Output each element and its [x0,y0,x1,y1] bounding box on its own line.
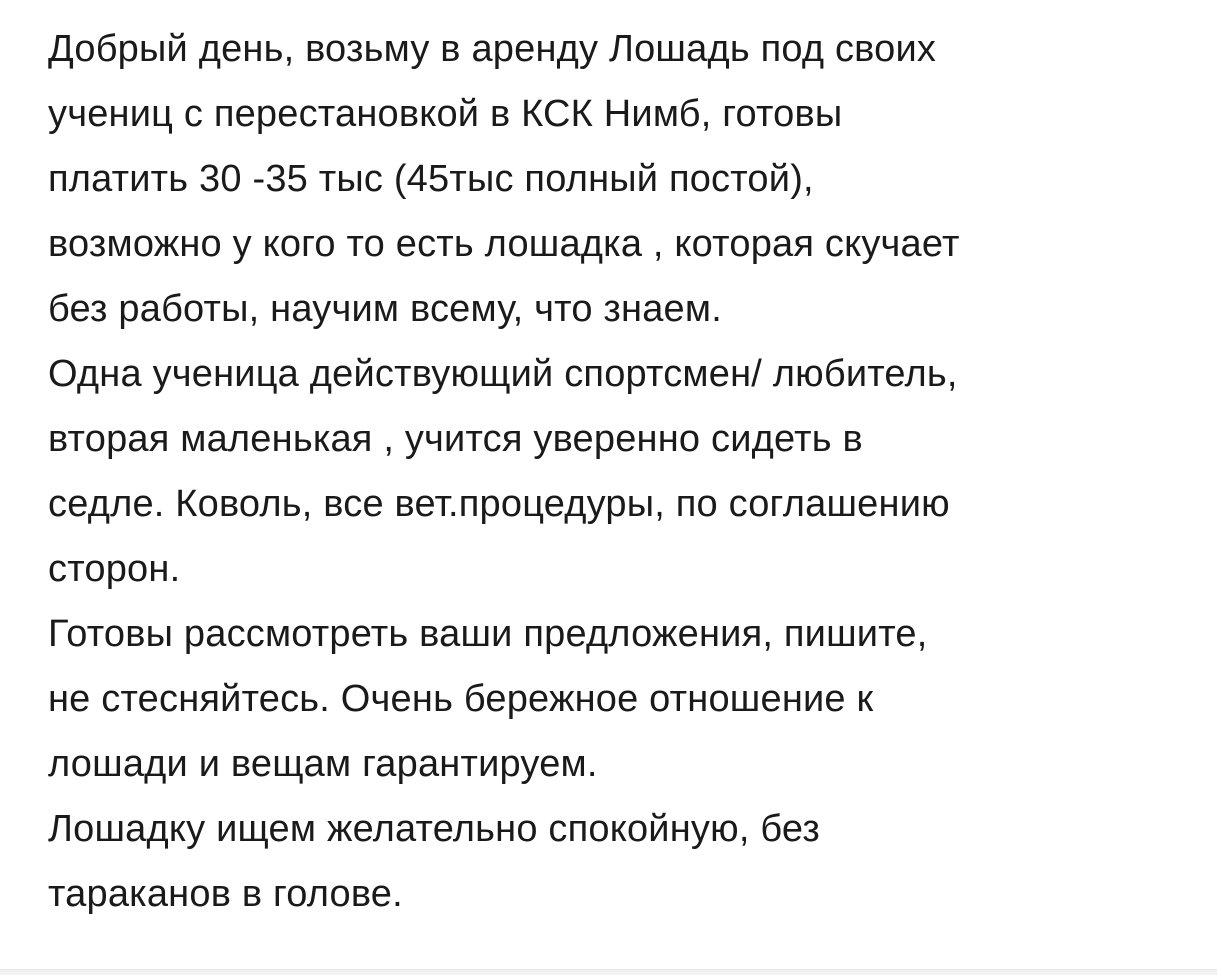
text-line: платить 30 -35 тыс (45тыс полный постой), [48,158,814,200]
paragraph [48,797,1177,927]
paragraph [48,17,1177,342]
bottom-sheet-edge [0,969,1217,975]
paragraph [48,602,1177,797]
text-line: седле. Коволь, все вет.процедуры, по соглашению [48,483,950,525]
text-line: тараканов в голове. [48,873,403,915]
text-line: Готовы рассмотреть ваши предложения, пишите, [48,613,928,655]
text-line: Лошадку ищем желательно спокойную, без [48,808,820,850]
paragraph [48,342,1177,602]
text-line: возможно у кого то есть лошадка , которая скучает [48,223,960,265]
message-text-block [48,17,1177,927]
text-line: вторая маленькая , учится уверенно сидеть в [48,418,863,460]
text-line: сторон. [48,548,181,590]
text-line: учениц с перестановкой в КСК Нимб, готовы [48,93,843,135]
text-line: Одна ученица действующий спортсмен/ любитель, [48,353,958,395]
text-line: не стесняйтесь. Очень бережное отношение к [48,678,874,720]
text-line: лошади и вещам гарантируем. [48,743,598,785]
text-line: без работы, научим всему, что знаем. [48,288,722,330]
text-line: Добрый день, возьму в аренду Лошадь под своих [48,28,937,70]
